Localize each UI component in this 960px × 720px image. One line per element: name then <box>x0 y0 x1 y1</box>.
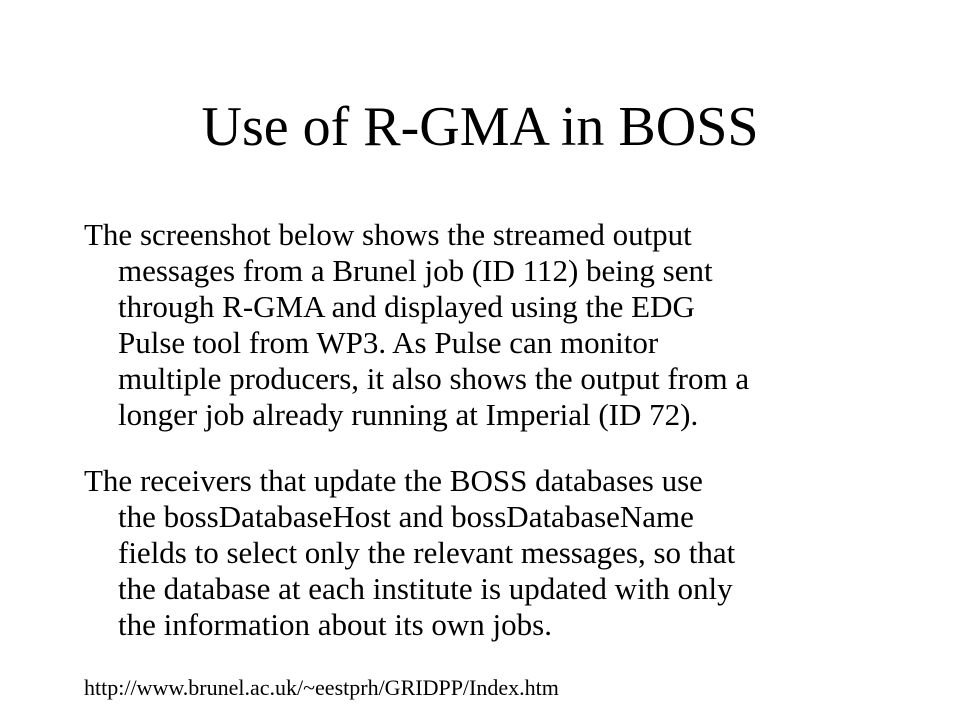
slide-title: Use of R-GMA in BOSS <box>201 96 759 158</box>
paragraph-line: multiple producers, it also shows the output from a <box>118 361 750 396</box>
paragraph-line: messages from a Brunel job (ID 112) being sent <box>118 253 713 288</box>
paragraph-line: the information about its own jobs. <box>118 607 552 642</box>
paragraph-line: fields to select only the relevant messages, so that <box>118 535 736 570</box>
paragraph-line: The screenshot below shows the streamed output <box>84 217 692 252</box>
body-paragraph-2 <box>84 463 904 643</box>
paragraph-line: The receivers that update the BOSS databases use <box>84 463 703 498</box>
paragraph-line: longer job already running at Imperial (ID 72). <box>118 397 699 432</box>
footer-url-link[interactable]: http://www.brunel.ac.uk/~eestprh/GRIDPP/Index.htm <box>84 675 559 700</box>
body-paragraph-1 <box>84 217 904 433</box>
paragraph-line: through R-GMA and displayed using the EDG <box>118 289 695 324</box>
paragraph-line: Pulse tool from WP3. As Pulse can monitor <box>118 325 659 360</box>
paragraph-line: the bossDatabaseHost and bossDatabaseName <box>118 499 694 534</box>
paragraph-line: the database at each institute is updated with only <box>118 571 733 606</box>
